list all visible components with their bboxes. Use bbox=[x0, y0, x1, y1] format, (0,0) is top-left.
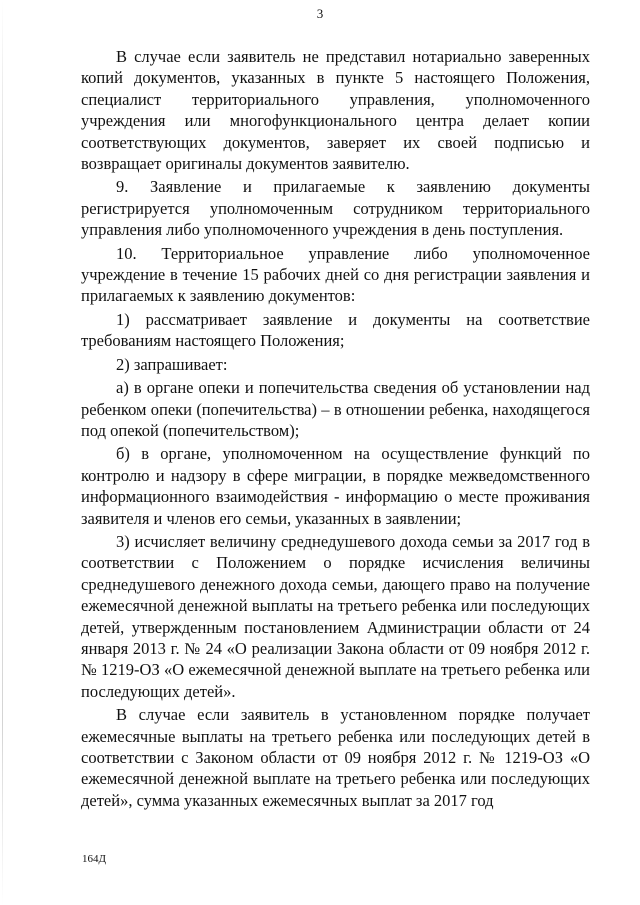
paragraph-subitem-2: 2) запрашивает: bbox=[116, 354, 228, 374]
scan-edge-line bbox=[2, 0, 3, 905]
paragraph-copies-certification: В случае если заявитель не представил нотариально заверенных копий документов, указанных в пункте 5 настоящего Положения, специалист территориального управления, уполномоченного учреждения или многофункционального центра делает копии соответствующих документов, заверяет их своей подписью и возвращает оригиналы документов заявителю. bbox=[81, 47, 590, 174]
paragraph-monthly-payments: В случае если заявитель в установленном порядке получает ежемесячные выплаты на третьего ребенка или последующих детей в соответствии с Законом области от 09 ноября 2012 г. № 1219-ОЗ «О ежемесячной денежной выплате на третьего ребенка или последующих детей», сумма указанных ежемесячных выплат за 2017 год bbox=[81, 705, 590, 810]
document-body bbox=[81, 46, 590, 813]
paragraph-subitem-2a: а) в органе опеки и попечительства сведения об установлении над ребенком опеки (попечительства) – в отношении ребенка, находящегося под опекой (попечительством); bbox=[81, 378, 590, 440]
paragraph-subitem-1: 1) рассматривает заявление и документы на соответствие требованиям настоящего Положения; bbox=[81, 309, 590, 351]
paragraph-subitem-2b: б) в органе, уполномоченном на осуществление функций по контролю и надзору в сфере миграции, в порядке межведомственного информационного взаимодействия - информацию о месте проживания заявителя и членов его семьи, указанных в заявлении; bbox=[81, 444, 590, 528]
document-code: 164Д bbox=[82, 853, 107, 865]
paragraph-item-9: 9. Заявление и прилагаемые к заявлению документы регистрируется уполномоченным сотрудником территориального управления либо уполномоченного учреждения в день поступления. bbox=[81, 177, 590, 240]
paragraph-item-10: 10. Территориальное управление либо уполномоченное учреждение в течение 15 рабочих дней со дня регистрации заявления и прилагаемых к заявлению документов: bbox=[81, 243, 590, 306]
page-number: 3 bbox=[316, 6, 324, 21]
paragraph-subitem-3: 3) исчисляет величину среднедушевого дохода семьи за 2017 год в соответствии с Положением о порядке исчисления величины среднедушевого денежного дохода семьи, дающего право на получение ежемесячной денежной выплаты на третьего ребенка или последующих детей, утвержденным постановлением Администрации области от 24 января 2013 г. № 24 «О реализации Закона области от 09 ноября 2012 г. № 1219-ОЗ «О ежемесячной денежной выплате на третьего ребенка или последующих детей». bbox=[81, 531, 590, 701]
